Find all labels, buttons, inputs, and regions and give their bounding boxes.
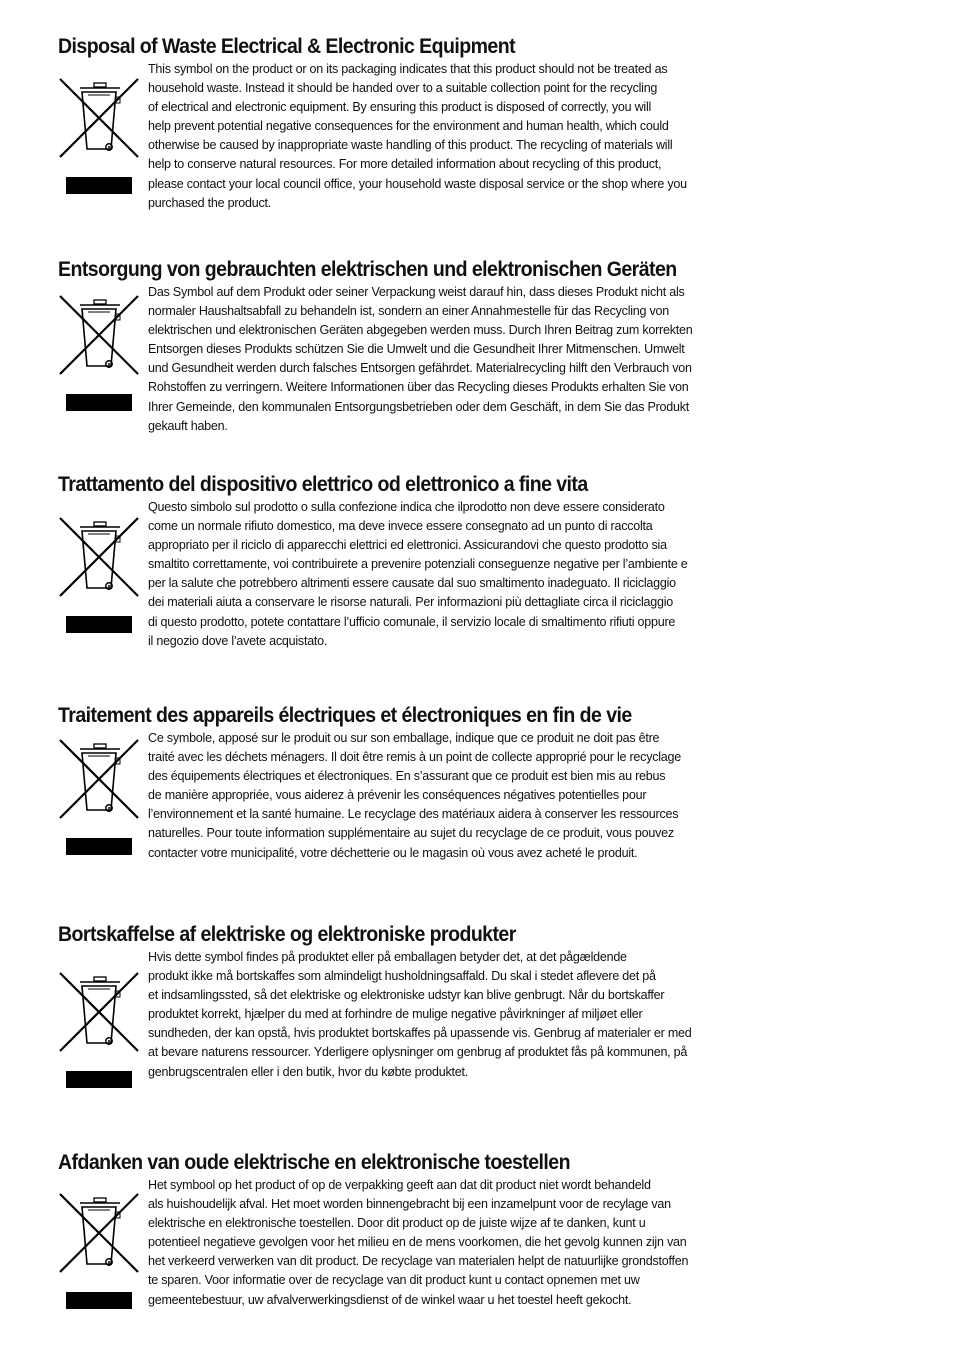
section-disposal-nl — [58, 1151, 778, 1309]
section-disposal-fr — [58, 704, 778, 862]
weee-black-bar — [66, 1292, 132, 1309]
section-body — [58, 59, 778, 212]
weee-crossed-bin-icon — [58, 736, 140, 855]
section-body — [58, 728, 778, 862]
section-text: Hvis dette symbol findes på produktet eller på emballagen betyder det, at det pågældende produkt ikke må bortskaffes som almindeligt husholdningsaffald. Du skal i stedet aflevere det på et indsamlingssted, så det elektriske og elektroniske udstyr kan blive genbrugt. Når du bortskaffer produktet korrekt, hjælper du med at forhindre de mulige negative påvirkninger af miljøet eller sundheden, der kan opstå, hvis produktet bortskaffes på upassende vis. Genbrug af materialer er med at bevare naturens ressourcer. Yderligere oplysninger om genbrug af produktet fås på kommunen, på genbrugscentralen eller i den butik, hvor du købte produktet. — [148, 949, 692, 1079]
section-heading: Traitement des appareils électriques et électroniques en fin de vie — [58, 704, 632, 727]
weee-bin-graphic — [58, 514, 140, 600]
section-heading: Afdanken van oude elektrische en elektronische toestellen — [58, 1151, 570, 1174]
section-body — [58, 497, 778, 650]
weee-bin-graphic — [58, 292, 140, 378]
section-disposal-en — [58, 35, 778, 212]
section-heading: Trattamento del dispositivo elettrico od elettronico a fine vita — [58, 473, 588, 496]
weee-crossed-bin-icon — [58, 75, 140, 194]
section-disposal-it — [58, 473, 778, 650]
weee-black-bar — [66, 838, 132, 855]
weee-crossed-bin-icon — [58, 292, 140, 411]
weee-black-bar — [66, 616, 132, 633]
section-disposal-da — [58, 923, 778, 1081]
section-heading: Entsorgung von gebrauchten elektrischen und elektronischen Geräten — [58, 258, 677, 281]
section-text: This symbol on the product or on its packaging indicates that this product should not be treated as household waste. Instead it should be handed over to a suitable collection point for the recycling of electrical and electronic equipment. By ensuring this product is disposed of correctly, you will help prevent potential negative consequences for the environment and human health, which could otherwise be caused by inappropriate waste handling of this product. The recycling of materials will help to conserve natural resources. For more detailed information about recycling of this product, please contact your local council office, your household waste disposal service or the shop where you purchased the product. — [148, 61, 687, 210]
section-body — [58, 1175, 778, 1309]
section-body — [58, 282, 778, 435]
weee-black-bar — [66, 394, 132, 411]
weee-crossed-bin-icon — [58, 1190, 140, 1309]
section-text: Het symbool op het product of op de verpakking geeft aan dat dit product niet wordt behandeld als huishoudelijk afval. Het moet worden binnengebracht bij een inzamelpunt voor de recylage van elektrische en elektronische toestellen. Door dit product op de juiste wijze af te danken, kunt u potentieel negatieve gevolgen voor het milieu en de mens voorkomen, die het gevolg kunnen zijn van het verkeerd verwerken van dit product. De recyclage van materialen helpt de natuurlijke grondstoffen te sparen. Voor informatie over de recyclage van dit product kunt u contact opnemen met uw gemeentebestuur, uw afvalverwerkingsdienst of de winkel waar u het toestel heeft gekocht. — [148, 1177, 689, 1307]
weee-crossed-bin-icon — [58, 969, 140, 1088]
weee-bin-graphic — [58, 736, 140, 822]
section-heading: Bortskaffelse af elektriske og elektroniske produkter — [58, 923, 516, 946]
section-text: Questo simbolo sul prodotto o sulla confezione indica che ilprodotto non deve essere considerato come un normale rifiuto domestico, ma deve invece essere consegnato ad un punto di raccolta appropriato per il riciclo di apparecchi elettrici ed elettronici. Assicurandovi che questo prodotto sia smaltito correttamente, voi contribuirete a prevenire potenziali conseguenze negative per l’ambiente e per la salute che potrebbero altrimenti essere causate dal suo smaltimento inadeguato. Il riciclaggio dei materiali aiuta a conservare le risorse naturali. Per informazioni più dettagliate circa il riciclaggio di questo prodotto, potete contattare l’ufficio comunale, il servizio locale di smaltimento rifiuti oppure il negozio dove l’avete acquistato. — [148, 499, 688, 648]
section-text: Das Symbol auf dem Produkt oder seiner Verpackung weist darauf hin, dass dieses Produkt nicht als normaler Haushaltsabfall zu behandeln ist, sondern an einer Annahmestelle für das Recycling von elektrischen und elektronischen Geräten abgegeben werden muss. Durch Ihren Beitrag zum korrekten Entsorgen dieses Produkts schützen Sie die Umwelt und die Gesundheit Ihrer Mitmenschen. Umwelt und Gesundheit werden durch falsches Entsorgen gefährdet. Materialrecycling hilft den Verbrauch von Rohstoffen zu verringern. Weitere Informationen über das Recycling dieses Produkts erhalten Sie von Ihrer Gemeinde, den kommunalen Entsorgungsbetrieben oder dem Geschäft, in dem Sie das Produkt gekauft haben. — [148, 284, 693, 433]
weee-crossed-bin-icon — [58, 514, 140, 633]
section-disposal-de — [58, 258, 778, 435]
section-text: Ce symbole, apposé sur le produit ou sur son emballage, indique que ce produit ne doit pas être traité avec les déchets ménagers. Il doit être remis à un point de collecte approprié pour le recyclage des équipements électriques et électroniques. En s’assurant que ce produit est bien mis au rebus de manière appropriée, vous aiderez à prévenir les conséquences négatives potentielles pour l’environnement et la santé humaine. Le recyclage des matériaux aidera à conserver les ressources naturelles. Pour toute information supplémentaire au sujet du recyclage de ce produit, vous pouvez contacter votre municipalité, votre déchetterie ou le magasin où vous avez acheté le produit. — [148, 730, 682, 860]
weee-bin-graphic — [58, 969, 140, 1055]
section-heading: Disposal of Waste Electrical & Electronic Equipment — [58, 35, 516, 58]
weee-black-bar — [66, 1071, 132, 1088]
weee-bin-graphic — [58, 75, 140, 161]
weee-black-bar — [66, 177, 132, 194]
weee-bin-graphic — [58, 1190, 140, 1276]
section-body — [58, 947, 778, 1081]
